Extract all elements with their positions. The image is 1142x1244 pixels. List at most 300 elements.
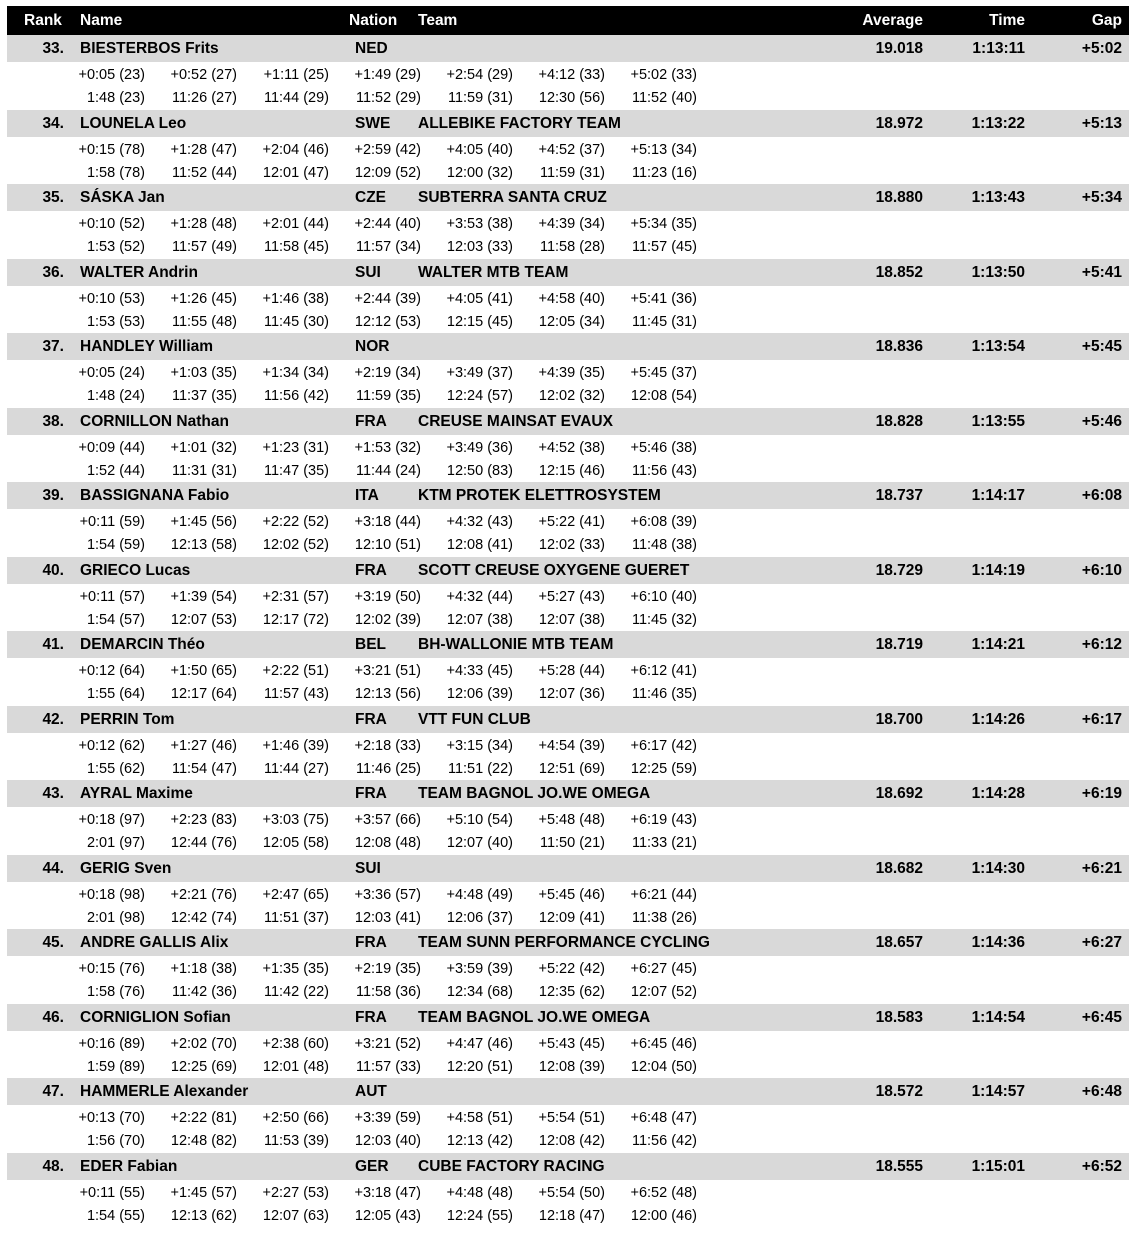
rider-nation: ITA — [355, 487, 379, 504]
lap-time: 1:52 (44) — [86, 462, 145, 479]
rider-row — [7, 35, 1129, 110]
lap-times-line — [7, 1132, 727, 1154]
rider-rank: 41. — [42, 636, 64, 653]
rider-nation: SUI — [355, 263, 381, 281]
split-gap: +1:35 (35) — [262, 961, 329, 977]
rider-row — [7, 1004, 1129, 1079]
split-gap: +4:47 (46) — [446, 1035, 513, 1052]
lap-time: 11:57 (33) — [355, 1058, 421, 1075]
split-gaps-line — [7, 886, 727, 908]
lap-times-line — [7, 387, 727, 409]
rider-name: AYRAL Maxime — [80, 785, 193, 802]
split-gap: +0:05 (23) — [78, 67, 145, 83]
split-gaps-line — [7, 141, 727, 163]
split-gap: +0:11 (59) — [79, 514, 145, 530]
lap-time: 1:55 (62) — [86, 760, 145, 777]
split-gap: +6:21 (44) — [630, 886, 697, 903]
split-gap: +1:23 (31) — [262, 439, 329, 456]
lap-time: 11:44 (27) — [263, 760, 329, 777]
lap-time: 12:07 (36) — [538, 686, 605, 702]
split-gap: +5:02 (33) — [630, 67, 697, 83]
rider-nation: NED — [355, 40, 388, 57]
results-table-body — [7, 35, 1129, 1227]
rider-name: LOUNELA Leo — [80, 114, 187, 132]
lap-time: 12:09 (52) — [354, 164, 421, 181]
lap-time: 11:58 (28) — [539, 239, 605, 255]
rider-time: 1:13:22 — [971, 114, 1025, 132]
split-gap: +4:58 (40) — [538, 290, 605, 307]
lap-time: 12:48 (82) — [170, 1133, 237, 1149]
split-gaps-line — [7, 1184, 727, 1206]
rider-rank: 33. — [42, 40, 64, 57]
split-gap: +3:49 (36) — [446, 439, 513, 456]
rider-name: HANDLEY William — [80, 338, 214, 355]
lap-time: 12:08 (42) — [538, 1133, 605, 1149]
rider-average: 18.880 — [875, 189, 923, 206]
lap-time: 12:06 (39) — [446, 686, 513, 702]
rider-team: CREUSE MAINSAT EVAUX — [418, 412, 613, 430]
split-gap: +2:21 (76) — [170, 886, 237, 903]
split-gap: +4:48 (49) — [446, 886, 513, 903]
split-gap: +0:16 (89) — [78, 1035, 145, 1052]
rider-team: CUBE FACTORY RACING — [418, 1157, 605, 1175]
split-gap: +6:19 (43) — [630, 812, 697, 828]
rider-nation: CZE — [355, 189, 386, 206]
lap-time: 12:51 (69) — [538, 760, 605, 777]
rider-summary — [7, 631, 1129, 658]
split-gap: +0:13 (70) — [78, 1110, 145, 1126]
split-gap: +4:05 (40) — [446, 141, 513, 158]
split-gaps-line — [7, 439, 727, 461]
split-gap: +2:23 (83) — [170, 812, 237, 828]
rider-rank: 43. — [42, 785, 64, 802]
rider-team: SUBTERRA SANTA CRUZ — [418, 189, 607, 206]
split-gap: +2:44 (40) — [354, 216, 421, 232]
split-gap: +4:39 (35) — [538, 365, 605, 381]
rider-gap: +6:19 — [1081, 785, 1122, 802]
lap-time: 12:30 (56) — [538, 90, 605, 106]
split-gaps-line — [7, 364, 727, 386]
rider-time: 1:14:28 — [971, 785, 1025, 802]
rider-rank: 46. — [42, 1008, 64, 1026]
split-gap: +5:27 (43) — [538, 588, 605, 605]
lap-time: 1:54 (59) — [86, 537, 145, 553]
rider-rank: 34. — [42, 114, 64, 132]
rider-time: 1:14:21 — [971, 636, 1025, 653]
split-gap: +0:10 (52) — [78, 216, 145, 232]
split-gap: +4:52 (38) — [538, 439, 605, 456]
lap-times-line — [7, 983, 727, 1005]
lap-time: 11:56 (42) — [263, 388, 329, 404]
split-gap: +0:11 (55) — [79, 1184, 145, 1201]
rider-nation: BEL — [355, 636, 386, 653]
rider-name: CORNILLON Nathan — [80, 412, 229, 430]
rider-gap: +5:45 — [1081, 338, 1122, 355]
lap-time: 11:53 (39) — [263, 1133, 329, 1149]
split-gap: +2:44 (39) — [354, 290, 421, 307]
lap-time: 12:05 (43) — [354, 1207, 421, 1224]
rider-rank: 47. — [42, 1083, 64, 1100]
split-gaps-line — [7, 1109, 727, 1131]
lap-time: 12:03 (33) — [446, 239, 513, 255]
split-gap: +0:18 (97) — [78, 812, 145, 828]
split-gap: +0:52 (27) — [170, 67, 237, 83]
rider-team: KTM PROTEK ELETTROSYSTEM — [418, 487, 661, 504]
split-gap: +4:58 (51) — [446, 1110, 513, 1126]
split-gap: +1:28 (48) — [170, 216, 237, 232]
split-gap: +2:04 (46) — [262, 141, 329, 158]
rider-row — [7, 184, 1129, 259]
lap-time: 11:44 (29) — [263, 90, 329, 106]
lap-time: 11:48 (38) — [631, 537, 697, 553]
split-gap: +2:22 (52) — [262, 514, 329, 530]
rider-gap: +6:52 — [1081, 1157, 1122, 1175]
lap-times-line — [7, 685, 727, 707]
rider-summary — [7, 929, 1129, 956]
lap-time: 11:46 (35) — [631, 686, 697, 702]
rider-summary — [7, 1078, 1129, 1105]
lap-time: 11:59 (31) — [539, 164, 605, 181]
lap-times-line — [7, 1207, 727, 1229]
lap-time: 12:04 (50) — [630, 1058, 697, 1075]
rider-summary — [7, 780, 1129, 807]
rider-rank: 45. — [42, 934, 64, 951]
lap-time: 12:01 (47) — [262, 164, 329, 181]
rider-summary — [7, 1004, 1129, 1031]
split-gap: +1:34 (34) — [262, 365, 329, 381]
lap-time: 11:45 (31) — [631, 313, 697, 330]
lap-time: 12:03 (40) — [354, 1133, 421, 1149]
rider-average: 18.572 — [875, 1083, 923, 1100]
lap-time: 12:06 (37) — [446, 909, 513, 926]
rider-team: SCOTT CREUSE OXYGENE GUERET — [418, 561, 690, 579]
lap-time: 12:08 (39) — [538, 1058, 605, 1075]
rider-row — [7, 259, 1129, 334]
rider-nation: FRA — [355, 412, 387, 430]
lap-time: 1:54 (57) — [86, 611, 145, 628]
lap-time: 12:24 (55) — [446, 1207, 513, 1224]
rider-row — [7, 1078, 1129, 1153]
rider-summary — [7, 557, 1129, 584]
rider-name: ANDRE GALLIS Alix — [80, 934, 229, 951]
rider-rank: 48. — [42, 1157, 64, 1175]
rider-nation: FRA — [355, 710, 387, 728]
lap-times-line — [7, 611, 727, 633]
lap-time: 1:48 (24) — [86, 388, 145, 404]
split-gap: +6:12 (41) — [630, 663, 697, 679]
rider-rank: 38. — [42, 412, 64, 430]
rider-average: 18.719 — [875, 636, 923, 653]
lap-time: 11:56 (43) — [631, 462, 697, 479]
rider-name: PERRIN Tom — [80, 710, 175, 728]
header-time: Time — [989, 12, 1025, 29]
split-gap: +4:54 (39) — [538, 737, 605, 754]
rider-time: 1:13:43 — [971, 189, 1025, 206]
split-gap: +5:48 (48) — [538, 812, 605, 828]
lap-times-line — [7, 536, 727, 558]
split-gap: +1:45 (56) — [170, 514, 237, 530]
rider-gap: +6:12 — [1081, 636, 1122, 653]
rider-summary — [7, 259, 1129, 286]
rider-average: 18.972 — [875, 114, 923, 132]
split-gap: +1:11 (25) — [263, 67, 329, 83]
rider-row — [7, 1153, 1129, 1228]
split-gap: +1:18 (38) — [170, 961, 237, 977]
lap-time: 1:58 (78) — [86, 164, 145, 181]
lap-time: 12:17 (64) — [170, 686, 237, 702]
split-gap: +1:27 (46) — [170, 737, 237, 754]
split-gap: +1:49 (29) — [354, 67, 421, 83]
rider-nation: FRA — [355, 785, 387, 802]
lap-time: 12:17 (72) — [262, 611, 329, 628]
rider-rank: 39. — [42, 487, 64, 504]
rider-row — [7, 110, 1129, 185]
rider-time: 1:14:17 — [971, 487, 1025, 504]
split-gap: +4:05 (41) — [446, 290, 513, 307]
rider-row — [7, 333, 1129, 408]
lap-time: 12:05 (58) — [262, 835, 329, 851]
rider-nation: GER — [355, 1157, 389, 1175]
split-gap: +5:45 (46) — [538, 886, 605, 903]
split-gap: +1:28 (47) — [170, 141, 237, 158]
split-gap: +5:54 (51) — [538, 1110, 605, 1126]
rider-nation: FRA — [355, 934, 387, 951]
lap-time: 11:58 (36) — [355, 984, 421, 1000]
lap-time: 11:57 (43) — [263, 686, 329, 702]
rider-summary — [7, 706, 1129, 733]
split-gap: +3:53 (38) — [446, 216, 513, 232]
lap-time: 11:51 (22) — [447, 760, 513, 777]
lap-time: 12:02 (32) — [538, 388, 605, 404]
lap-time: 12:07 (38) — [446, 611, 513, 628]
split-gap: +4:52 (37) — [538, 141, 605, 158]
rider-rank: 44. — [42, 859, 64, 877]
rider-row — [7, 631, 1129, 706]
lap-time: 12:24 (57) — [446, 388, 513, 404]
rider-average: 18.682 — [875, 859, 923, 877]
split-gap: +2:22 (81) — [170, 1110, 237, 1126]
rider-gap: +5:34 — [1081, 189, 1122, 206]
split-gaps-line — [7, 215, 727, 237]
split-gaps-line — [7, 513, 727, 535]
header-rank: Rank — [24, 12, 62, 29]
lap-time: 1:56 (70) — [86, 1133, 145, 1149]
lap-time: 12:13 (56) — [354, 686, 421, 702]
lap-time: 1:58 (76) — [86, 984, 145, 1000]
lap-time: 12:25 (69) — [170, 1058, 237, 1075]
split-gap: +0:15 (76) — [78, 961, 145, 977]
split-gap: +0:15 (78) — [78, 141, 145, 158]
split-gap: +5:13 (34) — [630, 141, 697, 158]
rider-gap: +6:10 — [1081, 561, 1122, 579]
lap-time: 11:38 (26) — [631, 909, 697, 926]
lap-time: 12:08 (54) — [630, 388, 697, 404]
rider-summary — [7, 482, 1129, 509]
lap-time: 2:01 (98) — [86, 909, 145, 926]
header-average: Average — [862, 12, 923, 29]
lap-time: 1:53 (52) — [86, 239, 145, 255]
lap-time: 11:47 (35) — [263, 462, 329, 479]
lap-time: 11:51 (37) — [263, 909, 329, 926]
split-gap: +6:10 (40) — [630, 588, 697, 605]
lap-times-line — [7, 89, 727, 111]
rider-team: WALTER MTB TEAM — [418, 263, 569, 281]
lap-time: 12:35 (62) — [538, 984, 605, 1000]
split-gap: +3:49 (37) — [446, 365, 513, 381]
split-gap: +2:27 (53) — [262, 1184, 329, 1201]
split-gap: +4:12 (33) — [538, 67, 605, 83]
rider-time: 1:13:55 — [971, 412, 1025, 430]
split-gap: +5:22 (41) — [538, 514, 605, 530]
rider-summary — [7, 408, 1129, 435]
lap-time: 12:50 (83) — [446, 462, 513, 479]
lap-time: 12:10 (51) — [354, 537, 421, 553]
rider-time: 1:14:26 — [971, 710, 1025, 728]
split-gap: +2:18 (33) — [354, 737, 421, 754]
rider-name: HAMMERLE Alexander — [80, 1083, 249, 1100]
lap-time: 12:08 (41) — [446, 537, 513, 553]
rider-nation: SUI — [355, 859, 381, 877]
rider-nation: FRA — [355, 561, 387, 579]
split-gaps-line — [7, 588, 727, 610]
rider-nation: FRA — [355, 1008, 387, 1026]
rider-gap: +6:27 — [1081, 934, 1122, 951]
lap-time: 11:31 (31) — [171, 462, 237, 479]
rider-name: BIESTERBOS Frits — [80, 40, 219, 57]
rider-average: 18.737 — [875, 487, 923, 504]
rider-summary — [7, 1153, 1129, 1180]
rider-summary — [7, 855, 1129, 882]
split-gap: +2:38 (60) — [262, 1035, 329, 1052]
rider-row — [7, 706, 1129, 781]
lap-time: 12:05 (34) — [538, 313, 605, 330]
lap-time: 12:12 (53) — [354, 313, 421, 330]
split-gap: +0:12 (64) — [78, 663, 145, 679]
split-gap: +3:59 (39) — [446, 961, 513, 977]
lap-times-line — [7, 760, 727, 782]
rider-team: VTT FUN CLUB — [418, 710, 531, 728]
lap-time: 12:07 (40) — [446, 835, 513, 851]
rider-name: EDER Fabian — [80, 1157, 178, 1175]
split-gaps-line — [7, 960, 727, 982]
split-gap: +3:19 (50) — [354, 588, 421, 605]
lap-times-line — [7, 313, 727, 335]
split-gaps-line — [7, 662, 727, 684]
split-gap: +3:15 (34) — [446, 737, 513, 754]
split-gaps-line — [7, 737, 727, 759]
lap-time: 12:09 (41) — [538, 909, 605, 926]
rider-team: TEAM SUNN PERFORMANCE CYCLING — [418, 934, 710, 951]
split-gap: +3:18 (44) — [354, 514, 421, 530]
lap-time: 12:02 (52) — [262, 537, 329, 553]
lap-time: 2:01 (97) — [86, 835, 145, 851]
rider-time: 1:13:11 — [972, 40, 1025, 57]
header-name: Name — [80, 12, 123, 29]
split-gap: +6:52 (48) — [630, 1184, 697, 1201]
lap-time: 12:07 (53) — [170, 611, 237, 628]
rider-time: 1:13:50 — [971, 263, 1025, 281]
split-gap: +5:45 (37) — [630, 365, 697, 381]
split-gaps-line — [7, 1035, 727, 1057]
split-gap: +2:50 (66) — [262, 1110, 329, 1126]
lap-time: 12:44 (76) — [170, 835, 237, 851]
rider-gap: +6:08 — [1081, 487, 1122, 504]
split-gap: +0:11 (57) — [79, 588, 145, 605]
lap-time: 11:57 (45) — [631, 239, 697, 255]
lap-time: 11:59 (35) — [355, 388, 421, 404]
rider-gap: +5:41 — [1081, 263, 1122, 281]
rider-summary — [7, 184, 1129, 211]
rider-summary — [7, 333, 1129, 360]
split-gap: +5:46 (38) — [630, 439, 697, 456]
split-gap: +0:09 (44) — [78, 439, 145, 456]
split-gap: +1:53 (32) — [354, 439, 421, 456]
split-gap: +3:21 (52) — [354, 1035, 421, 1052]
lap-time: 12:01 (48) — [262, 1058, 329, 1075]
split-gap: +0:18 (98) — [78, 886, 145, 903]
lap-time: 12:03 (41) — [354, 909, 421, 926]
rider-team: TEAM BAGNOL JO.WE OMEGA — [418, 1008, 651, 1026]
lap-time: 11:42 (36) — [171, 984, 237, 1000]
split-gap: +2:54 (29) — [446, 67, 513, 83]
rider-average: 18.828 — [875, 412, 923, 430]
lap-time: 11:58 (45) — [263, 239, 329, 255]
rider-time: 1:14:30 — [971, 859, 1025, 877]
lap-times-line — [7, 834, 727, 856]
rider-average: 18.852 — [875, 263, 923, 281]
split-gap: +2:31 (57) — [262, 588, 329, 605]
split-gap: +5:34 (35) — [630, 216, 697, 232]
lap-times-line — [7, 909, 727, 931]
rider-row — [7, 855, 1129, 930]
lap-time: 11:55 (48) — [171, 313, 237, 330]
rider-rank: 40. — [42, 561, 64, 579]
rider-time: 1:14:19 — [971, 561, 1025, 579]
lap-time: 12:07 (52) — [630, 984, 697, 1000]
rider-name: BASSIGNANA Fabio — [80, 487, 230, 504]
lap-time: 12:42 (74) — [170, 909, 237, 926]
rider-rank: 35. — [42, 189, 64, 206]
split-gap: +1:03 (35) — [170, 365, 237, 381]
rider-average: 18.836 — [875, 338, 923, 355]
lap-time: 1:55 (64) — [86, 686, 145, 702]
rider-average: 18.729 — [875, 561, 923, 579]
rider-row — [7, 780, 1129, 855]
rider-team: BH-WALLONIE MTB TEAM — [418, 636, 614, 653]
lap-time: 1:48 (23) — [86, 90, 145, 106]
rider-summary — [7, 35, 1129, 62]
lap-time: 11:52 (29) — [355, 90, 421, 106]
split-gap: +6:48 (47) — [630, 1110, 697, 1126]
rider-time: 1:14:36 — [971, 934, 1025, 951]
lap-time: 11:33 (21) — [631, 835, 697, 851]
split-gap: +1:46 (39) — [262, 737, 329, 754]
rider-gap: +6:21 — [1081, 859, 1122, 877]
split-gap: +1:39 (54) — [170, 588, 237, 605]
split-gap: +6:08 (39) — [630, 514, 697, 530]
lap-time: 11:26 (27) — [171, 90, 237, 106]
lap-time: 12:15 (46) — [538, 462, 605, 479]
rider-rank: 36. — [42, 263, 64, 281]
rider-average: 18.555 — [875, 1157, 923, 1175]
split-gap: +5:28 (44) — [538, 663, 605, 679]
lap-time: 11:45 (32) — [631, 611, 697, 628]
lap-time: 1:59 (89) — [86, 1058, 145, 1075]
lap-time: 12:00 (32) — [446, 164, 513, 181]
rider-name: GRIECO Lucas — [80, 561, 191, 579]
lap-time: 11:42 (22) — [263, 984, 329, 1000]
rider-gap: +6:45 — [1081, 1008, 1122, 1026]
